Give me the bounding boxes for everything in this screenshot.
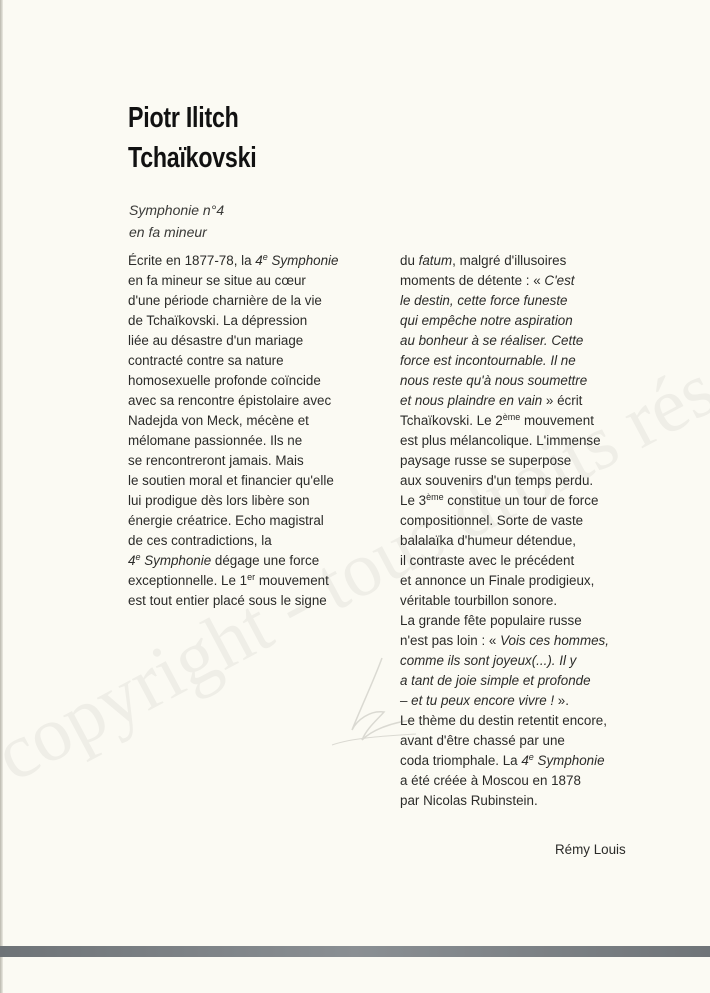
text-line xyxy=(400,351,650,371)
text-span: le destin, cette force funeste xyxy=(400,293,568,308)
text-span: coda triomphale. La xyxy=(400,753,522,768)
left-text-column xyxy=(128,251,378,611)
superscript: ème xyxy=(502,412,521,422)
text-line: La grande fête populaire russe xyxy=(400,613,582,628)
text-line xyxy=(400,271,650,291)
text-line: en fa mineur se situe au cœur xyxy=(128,273,306,288)
text-line xyxy=(400,671,650,691)
text-line: véritable tourbillon sonore. xyxy=(400,593,558,608)
subtitle xyxy=(129,199,224,243)
superscript: ème xyxy=(426,492,444,502)
subtitle-line-2: en fa mineur xyxy=(129,224,207,240)
bottom-bar xyxy=(0,946,710,957)
text-span: mouvement xyxy=(520,413,594,428)
text-line: balalaïka d'humeur détendue, xyxy=(400,533,577,548)
text-line xyxy=(400,691,650,711)
text-line xyxy=(400,251,650,271)
text-line: lui prodigue dès lors libère son xyxy=(128,493,310,508)
title-line-1: Piotr Ilitch xyxy=(128,102,239,134)
text-line: mélomane passionnée. Ils ne xyxy=(128,433,303,448)
text-span: force est incontournable. Il ne xyxy=(400,353,576,368)
text-span: , malgré d'illusoires xyxy=(452,253,567,268)
text-span: Symphonie xyxy=(140,553,212,568)
text-line: liée au désastre d'un mariage xyxy=(128,333,304,348)
text-line: contracté contre sa nature xyxy=(128,353,284,368)
text-line: a été créée à Moscou en 1878 xyxy=(400,773,581,788)
text-line: est tout entier placé sous le signe xyxy=(128,593,327,608)
author-signature-text: Rémy Louis xyxy=(555,842,626,857)
text-line xyxy=(400,411,650,431)
text-span: » écrit xyxy=(542,393,583,408)
text-line: le soutien moral et financier qu'elle xyxy=(128,473,334,488)
text-line: par Nicolas Rubinstein. xyxy=(400,793,538,808)
superscript: er xyxy=(247,572,256,582)
text-line xyxy=(400,311,650,331)
text-span: et nous plaindre en vain xyxy=(400,393,543,408)
text-span: Vois ces hommes, xyxy=(500,633,609,648)
text-line xyxy=(400,331,650,351)
text-line xyxy=(400,631,650,651)
text-line xyxy=(400,651,650,671)
text-span: exceptionnelle. Le 1 xyxy=(128,573,248,588)
text-line: énergie créatrice. Echo magistral xyxy=(128,513,324,528)
text-span: qui empêche notre aspiration xyxy=(400,313,573,328)
text-line: se rencontreront jamais. Mais xyxy=(128,453,304,468)
text-line xyxy=(400,371,650,391)
text-line: Nadejda von Meck, mécène et xyxy=(128,413,309,428)
text-span: constitue un tour de force xyxy=(443,493,599,508)
text-line: homosexuelle profonde coïncide xyxy=(128,373,321,388)
text-line xyxy=(128,551,378,571)
text-span: mouvement xyxy=(255,573,329,588)
text-span: 4 xyxy=(255,253,263,268)
text-span: ». xyxy=(554,693,569,708)
signature-mark xyxy=(322,650,417,750)
text-line: de ces contradictions, la xyxy=(128,533,272,548)
text-line xyxy=(400,391,650,411)
text-line: Le thème du destin retentit encore, xyxy=(400,713,607,728)
subtitle-line-1: Symphonie n°4 xyxy=(129,202,225,218)
text-line: d'une période charnière de la vie xyxy=(128,293,322,308)
text-span: n'est pas loin : « xyxy=(400,633,501,648)
text-span: 4 xyxy=(521,753,529,768)
title-line-2: Tchaïkovski xyxy=(128,142,257,174)
text-span: Écrite en 1877-78, la xyxy=(128,253,256,268)
text-span: Le 3 xyxy=(400,493,427,508)
text-span: 4 xyxy=(128,553,136,568)
text-line: avant d'être chassé par une xyxy=(400,733,565,748)
text-line xyxy=(400,291,650,311)
text-span: Symphonie xyxy=(267,253,339,268)
text-span: au bonheur à se réaliser. Cette xyxy=(400,333,584,348)
text-line: de Tchaïkovski. La dépression xyxy=(128,313,308,328)
page-title xyxy=(128,98,256,178)
page-edge xyxy=(0,0,3,993)
text-span: fatum xyxy=(418,253,453,268)
superscript: e xyxy=(528,752,534,762)
text-span: Tchaïkovski. Le 2 xyxy=(400,413,503,428)
text-line xyxy=(400,751,650,771)
text-line xyxy=(400,491,650,511)
text-line: est plus mélancolique. L'immense xyxy=(400,433,601,448)
text-span: nous reste qu'à nous soumettre xyxy=(400,373,588,388)
text-line: avec sa rencontre épistolaire avec xyxy=(128,393,332,408)
text-span: dégage une force xyxy=(211,553,320,568)
text-line: et annonce un Finale prodigieux, xyxy=(400,573,595,588)
text-line: il contraste avec le précédent xyxy=(400,553,575,568)
text-span: a tant de joie simple et profonde xyxy=(400,673,591,688)
superscript: e xyxy=(135,552,141,562)
text-span: moments de détente : « xyxy=(400,273,545,288)
text-line xyxy=(128,571,378,591)
text-line: paysage russe se superpose xyxy=(400,453,572,468)
text-span: Symphonie xyxy=(533,753,605,768)
text-span: – et tu peux encore vivre ! xyxy=(400,693,555,708)
text-line: compositionnel. Sorte de vaste xyxy=(400,513,584,528)
superscript: e xyxy=(262,252,268,262)
text-line xyxy=(128,251,378,271)
text-span: du xyxy=(400,253,419,268)
right-text-column xyxy=(400,251,650,811)
text-line: aux souvenirs d'un temps perdu. xyxy=(400,473,594,488)
text-span: comme ils sont joyeux(...). Il y xyxy=(400,653,577,668)
text-span: C'est xyxy=(544,273,575,288)
